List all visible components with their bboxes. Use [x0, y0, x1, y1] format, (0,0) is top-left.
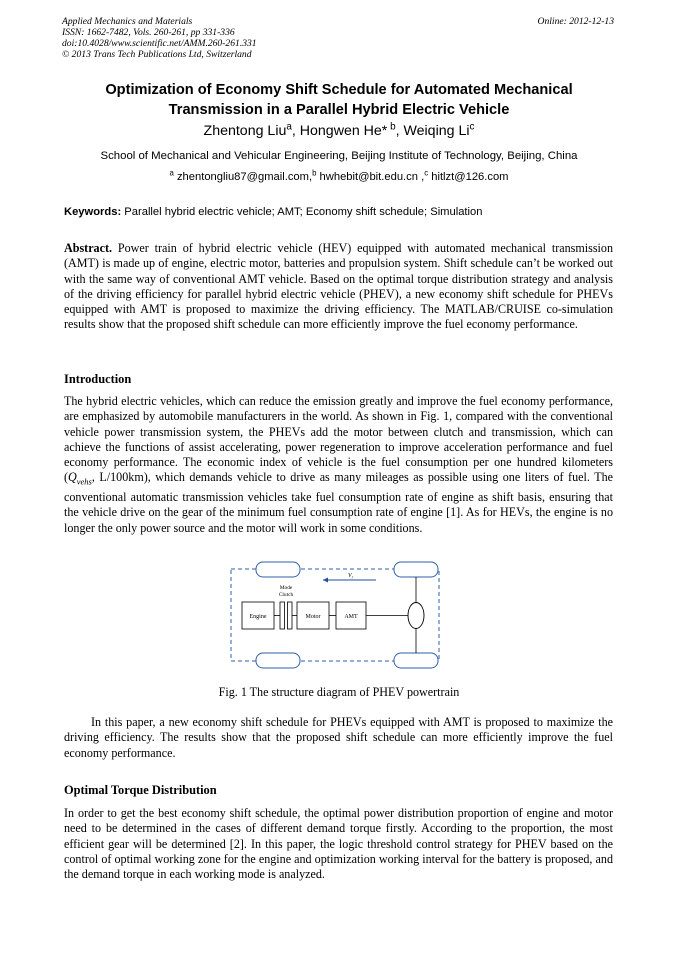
- clutch-plate-right: [288, 602, 293, 629]
- doi-line: doi:10.4028/www.scientific.net/AMM.260-261.331: [62, 38, 257, 49]
- differential: [408, 603, 424, 629]
- optimal-torque-heading: Optimal Torque Distribution: [64, 783, 217, 797]
- email-list: [40, 170, 638, 185]
- intro-text-part-1: The hybrid electric vehicles, which can reduce the emission greatly and improve the fuel economy performance, are emphasized by automobile manufacturers in the world. As shown in Fig. 1, compared with the conventional vehicle power transmission system, the PHEVs add the motor between clutch and transmission, which can achieve the functions of assist accelerating, power regeneration to improve acceleration performance and fuel economy performance. The economic index of vehicle is the fuel consumption per one hundred kilometers (: [64, 394, 613, 485]
- motor-label: Motor: [305, 614, 321, 620]
- abstract-label: Abstract.: [64, 241, 113, 255]
- author-3: Weiqing Li: [403, 123, 470, 139]
- phev-powertrain-diagram: [228, 560, 442, 673]
- clutch-plate-left: [280, 602, 285, 629]
- title-line-1: Optimization of Economy Shift Schedule for Automated Mechanical: [105, 82, 573, 98]
- journal-header: [62, 16, 614, 60]
- keywords-label: Keywords:: [64, 206, 122, 218]
- author-1: Zhentong Liu: [203, 123, 287, 139]
- email-c-sup: c: [424, 168, 429, 178]
- front-right-wheel: [256, 653, 300, 668]
- email-b-sup: b: [312, 168, 317, 178]
- email-b: hwhebit@bit.edu.cn ,: [316, 171, 425, 183]
- paper-title: [40, 80, 638, 120]
- optimal-torque-paragraph: In order to get the best economy shift schedule, the optimal power distribution proportion of engine and motor need to be determined in the cases of different demand torque firstly. According to the proportion, the most efficient gear will be determined [2]. In this paper, the logic threshold control strategy for PHEV based on the control of optimal working zone for the engine and optimization working interval for the battery is proposed, and the demand torque in each working mode is analyzed.: [64, 806, 613, 882]
- author-1-sup: a: [286, 121, 292, 133]
- title-line-2: Transmission in a Parallel Hybrid Electric Vehicle: [168, 102, 510, 118]
- mode-clutch-label-1: Mode: [279, 585, 293, 591]
- author-separator: ,: [395, 123, 404, 139]
- q-symbol: Q: [68, 470, 77, 485]
- engine-label: Engine: [249, 614, 267, 620]
- affiliation: School of Mechanical and Vehicular Engineering, Beijing Institute of Technology, Beijing, China: [100, 150, 578, 162]
- copyright-line: © 2013 Trans Tech Publications Ltd, Switzerland: [62, 49, 252, 60]
- keywords: [64, 205, 624, 220]
- email-a: zhentongliu87@gmail.com,: [173, 171, 313, 183]
- author-2: Hongwen He*: [299, 123, 388, 139]
- paragraph-2: In this paper, a new economy shift schedule for PHEVs equipped with AMT is proposed to maximize the driving efficiency. The results show that the proposed shift schedule can more efficiently improve the fuel economy performance.: [64, 715, 613, 760]
- author-separator: ,: [291, 123, 300, 139]
- rear-left-wheel: [394, 562, 438, 577]
- amt-label: AMT: [344, 614, 358, 620]
- email-a-sup: a: [169, 168, 174, 178]
- author-2-sup: b: [387, 121, 396, 133]
- keywords-text: Parallel hybrid electric vehicle; AMT; Economy shift schedule; Simulation: [121, 206, 483, 218]
- figure-1-caption: Fig. 1 The structure diagram of PHEV powertrain: [218, 685, 460, 699]
- abstract-paragraph: [64, 241, 613, 333]
- velocity-label: $V_r$: [348, 573, 354, 580]
- author-3-sup: c: [469, 121, 475, 133]
- front-left-wheel: [256, 562, 300, 577]
- introduction-paragraph: [64, 394, 613, 536]
- abstract-text: Power train of hybrid electric vehicle (HEV) equipped with automated mechanical transmission (AMT) is made up of engine, electric motor, batteries and propulsion system. Shift schedule can’t be worked out with the same way of conventional AMT vehicle. Based on the optimal torque distribution strategy and analysis of the driving efficiency for parallel hybrid electric vehicle (PHEV), a new economy shift schedule for PHEVs equipped with AMT is proposed to maximize the driving efficiency. The MATLAB/CRUISE co-simulation results show that the proposed shift schedule can more efficiently improve the fuel economy performance.: [64, 241, 613, 332]
- journal-name: Applied Mechanics and Materials: [62, 16, 193, 27]
- online-date: Online: 2012-12-13: [537, 16, 614, 27]
- issn-line: ISSN: 1662-7482, Vols. 260-261, pp 331-336: [62, 27, 235, 38]
- velocity-arrow-head: [323, 578, 328, 583]
- email-c: hitlzt@126.com: [428, 171, 509, 183]
- author-list: [40, 122, 638, 140]
- mode-clutch-label-2: Clutch: [278, 592, 294, 598]
- introduction-heading: Introduction: [64, 372, 132, 386]
- rear-right-wheel: [394, 653, 438, 668]
- intro-text-part-2: , L/100km), which demands vehicle to drive as many mileages as possible using one liters of fuel. The conventional automatic transmission vehicles take fuel consumption rate of engine as shift basis, ensuring that the vehicle drive on the gear of the minimum fuel consumption rate of engine [1]. As for HEVs, the engine is no longer the only power source and the motor will work in some conditions.: [64, 470, 613, 535]
- q-subscript: vehs: [76, 476, 92, 487]
